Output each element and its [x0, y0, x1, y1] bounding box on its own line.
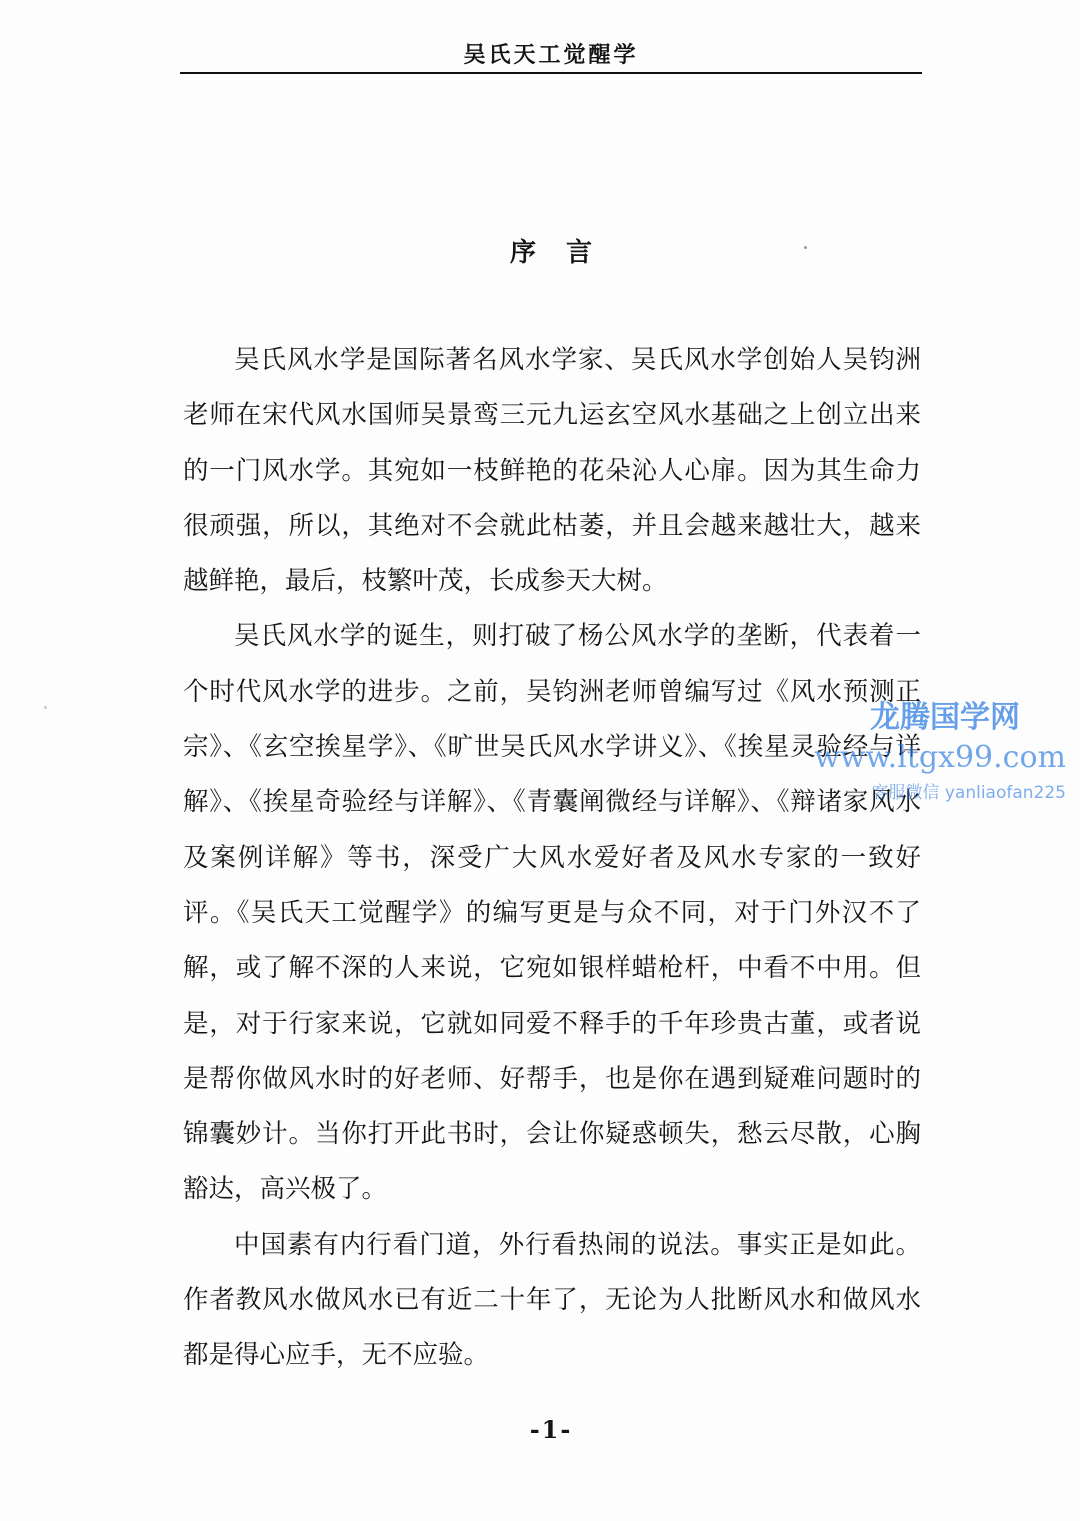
paragraph-3: 中国素有内行看门道，外行看热闹的说法。事实正是如此。作者教风水做风水已有近二十年了，无论为人批断风水和做风水都是得心应手，无不应验。	[183, 1229, 921, 1371]
running-header: 吴氏天工觉醒学	[463, 43, 639, 68]
watermark-contact: 客服微信 yanliaofan225	[871, 783, 1066, 803]
paragraph-2: 吴氏风水学的诞生，则打破了杨公风水学的垄断，代表着一个时代风水学的进步。之前，吴钧洲老师曾编写过《风水预测正宗》、《玄空挨星学》、《旷世吴氏风水学讲义》、《挨星灵验经与详解》、《挨星奇验经与详解》、《青囊阐微经与详解》、《辩诸家风水及案例详解》等书，深受广大风水爱好者及风水专家的一致好评。《吴氏天工觉醒学》的编写更是与众不同，对于门外汉不了解，或了解不深的人来说，它宛如银样蜡枪杆，中看不中用。但是，对于行家来说，它就如同爱不释手的千年珍贵古董，或者说是帮你做风水时的好老师、好帮手，也是你在遇到疑难问题时的锦囊妙计。当你打开此书时，会让你疑惑顿失，愁云尽散，心胸豁达，高兴极了。	[183, 621, 921, 1205]
page-number: -1-	[529, 1415, 573, 1444]
paragraph-1: 吴氏风水学是国际著名风水学家、吴氏风水学创始人吴钧洲老师在宋代风水国师吴景鸾三元九运玄空风水基础之上创立出来的一门风水学。其宛如一枝鲜艳的花朵沁人心扉。因为其生命力很顽强，所以，其绝对不会就此枯萎，并且会越来越壮大，越来越鲜艳，最后，枝繁叶茂，长成参天大树。	[183, 345, 921, 597]
watermark-url: www.ltgx99.com	[814, 740, 1066, 775]
chapter-title: 序言	[509, 238, 622, 268]
scan-speck	[804, 246, 807, 249]
scan-speck	[44, 706, 47, 709]
body-text	[183, 333, 921, 1384]
watermark-site-name: 龙腾国学网	[870, 700, 1020, 735]
header-rule	[180, 72, 922, 74]
